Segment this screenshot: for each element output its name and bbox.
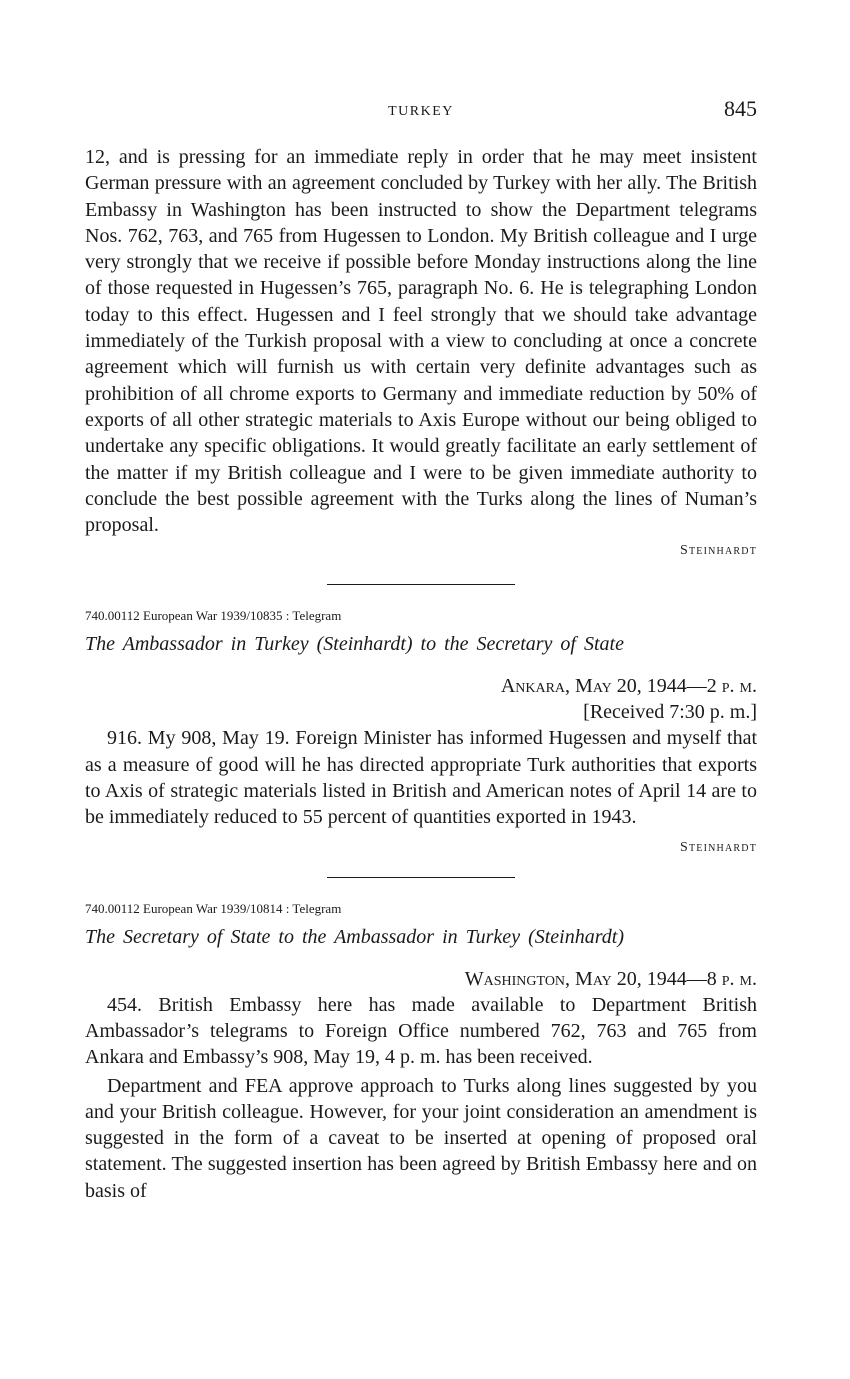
page-number: 845 (724, 96, 757, 121)
continued-telegram-text: 12, and is pressing for an immediate reply in order that he may meet insistent German pressure with an agreement concluded by Turkey with her ally. The British Embassy in Washington has been instructed to show the Department telegrams Nos. 762, 763, and 765 from Hugessen to London. My British colleague and I urge very strongly that we receive if possible before Monday instructions along the line of those requested in Hugessen’s 765, paragraph No. 6. He is telegraphing London today to this effect. Hugessen and I feel strongly that we should take advantage immediately of the Turkish proposal with a view to concluding at once a concrete agreement which will furnish us with certain very definite advantages such as prohibition of all chrome exports to Germany and immediate reduction by 50% of exports of all other strategic materials to Axis Europe without our being obliged to undertake any specific obligations. It would greatly facilitate an early settlement of the matter if my British colleague and I were to be given immediate authority to conclude the best possible agreement with the Turks along the lines of Numan’s proposal. (85, 146, 757, 537)
document-page (85, 96, 757, 1204)
section-divider (327, 877, 515, 878)
section-divider (327, 584, 515, 585)
file-reference: 740.00112 European War 1939/10835 : Telegram (85, 608, 342, 624)
dateline-text: Washington, May 20, 1944—8 p. m. (464, 967, 757, 990)
running-head: TURKEY (388, 104, 454, 119)
dateline-text: Ankara, May 20, 1944—2 p. m. (500, 675, 757, 698)
telegram-paragraph: 454. British Embassy here has made available to Department British Ambassador’s telegrams to Foreign Office numbered 762, 763 and 765 from Ankara and Embassy’s 908, May 19, 4 p. m. has been received. (85, 993, 757, 1069)
dateline (85, 966, 757, 992)
document-title: The Ambassador in Turkey (Steinhardt) to the Secretary of State (85, 633, 624, 656)
signature-steinhardt-2: Steinhardt (680, 839, 757, 855)
document-title: The Secretary of State to the Ambassador in Turkey (Steinhardt) (85, 925, 624, 948)
telegram-paragraph: Department and FEA approve approach to Turks along lines suggested by you and your British colleague. However, for your joint consideration an amendment is suggested in the form of a caveat to be inserted at opening of proposed oral statement. The suggested insertion has been agreed by British Embassy here and on basis of (85, 1074, 757, 1202)
telegram-body: 916. My 908, May 19. Foreign Minister has informed Hugessen and myself that as a measure of good will he has directed appropriate Turk authorities that exports to Axis of strategic materials listed in British and American notes of April 14 are to be immediately reduced to 55 percent of quantities exported in 1943. (85, 727, 757, 829)
page-header (85, 96, 757, 126)
received-time: [Received 7:30 p. m.] (583, 701, 757, 724)
file-reference: 740.00112 European War 1939/10814 : Telegram (85, 900, 342, 916)
dateline (85, 673, 757, 699)
signature-steinhardt-1: Steinhardt (680, 543, 757, 559)
